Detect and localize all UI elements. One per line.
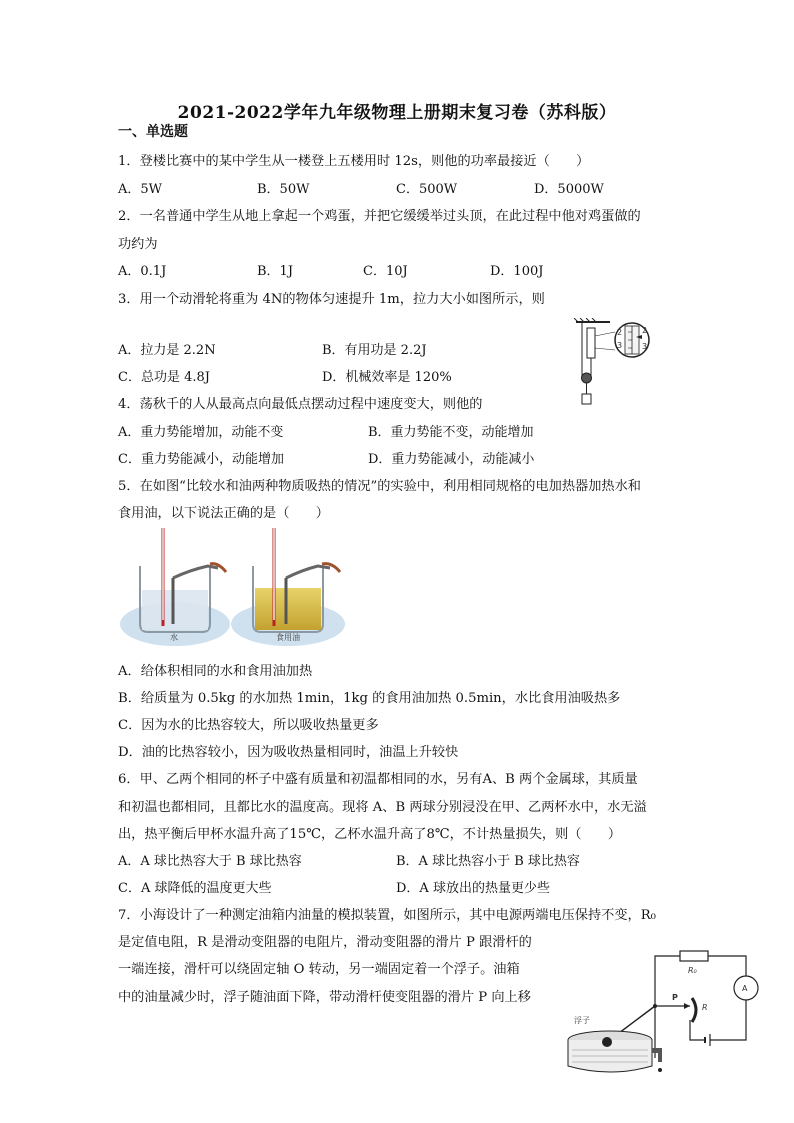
q6-stem-line2: 和初温也都相同，且都比水的温度高。现将 A、B 两球分别浸没在甲、乙两杯水中，水无溢	[118, 800, 647, 815]
q4-option-c: C．重力势能减小，动能增加	[118, 452, 284, 467]
q3-option-a: A．拉力是 2.2N	[118, 343, 216, 358]
water-label: 水	[170, 633, 178, 642]
q5-option-d: D．油的比热容较小，因为吸收热量相同时，油温上升较快	[118, 745, 459, 760]
q4-stem: 4．荡秋千的人从最高点向最低点摆动过程中速度变大，则他的	[118, 397, 483, 412]
q2-option-d: D．100J	[490, 264, 544, 279]
q1-stem: 1．登楼比赛中的某中学生从一楼登上五楼用时 12s，则他的功率最接近（ ）	[118, 154, 590, 169]
scale-mark: 2	[642, 326, 648, 335]
ammeter-label: A	[742, 984, 748, 993]
q7-stem-line3: 一端连接，滑杆可以绕固定轴 O 转动，另一端固定着一个浮子。油箱	[118, 962, 520, 977]
rheostat-label: R	[702, 1003, 708, 1012]
q1-option-c: C．500W	[396, 182, 458, 197]
q7-stem-line4: 中的油量减少时，浮子随油面下降，带动滑杆使变阻器的滑片 P 向上移	[118, 990, 531, 1005]
pulley-figure	[570, 318, 654, 410]
q7-stem-line2: 是定值电阻，R 是滑动变阻器的电阻片，滑动变阻器的滑片 P 跟滑杆的	[118, 935, 532, 950]
q6-stem-line1: 6．甲、乙两个相同的杯子中盛有质量和初温都相同的水，另有A、B 两个金属球，其质量	[118, 772, 638, 787]
scale-mark: 3	[642, 342, 648, 351]
q4-option-d: D．重力势能减小，动能减小	[368, 452, 535, 467]
q1-option-b: B．50W	[257, 182, 310, 197]
q2-option-b: B．1J	[257, 264, 294, 279]
scale-mark: 2	[617, 328, 623, 337]
q3-stem: 3．用一个动滑轮将重为 4N的物体匀速提升 1m，拉力大小如图所示，则	[118, 292, 545, 307]
r0-label: R₀	[688, 966, 697, 975]
q6-stem-line3: 出，热平衡后甲杯水温升高了15℃，乙杯水温升高了8℃，不计热量损失，则（ ）	[118, 827, 622, 842]
q4-option-b: B．重力势能不变，动能增加	[368, 425, 534, 440]
q5-stem-line1: 5．在如图“比较水和油两种物质吸热的情况”的实验中，利用相同规格的电加热器加热水和	[118, 479, 641, 494]
q6-option-a: A．A 球比热容大于 B 球比热容	[118, 854, 302, 869]
q4-option-a: A．重力势能增加，动能不变	[118, 425, 284, 440]
q2-option-a: A．0.1J	[118, 264, 167, 279]
q1-option-a: A．5W	[118, 182, 163, 197]
q3-option-b: B．有用功是 2.2J	[322, 343, 427, 358]
q5-option-a: A．给体积相同的水和食用油加热	[118, 664, 313, 679]
q6-option-b: B．A 球比热容小于 B 球比热容	[396, 854, 580, 869]
q7-stem-line1: 7．小海设计了一种测定油箱内油量的模拟装置，如图所示，其中电源两端电压保持不变，R₀	[118, 908, 656, 923]
q6-option-c: C．A 球降低的温度更大些	[118, 881, 272, 896]
beakers-figure	[118, 528, 348, 650]
float-label: 浮子	[574, 1016, 590, 1025]
q6-option-d: D．A 球放出的热量更少些	[396, 881, 550, 896]
q2-stem-line2: 功约为	[118, 237, 158, 252]
q3-option-d: D．机械效率是 120%	[322, 370, 452, 385]
q1-option-d: D．5000W	[534, 182, 604, 197]
oil-gauge-circuit-figure	[560, 948, 770, 1076]
oil-label: 食用油	[276, 633, 300, 642]
slider-label: P	[672, 993, 678, 1002]
q2-option-c: C．10J	[363, 264, 408, 279]
q5-stem-line2: 食用油，以下说法正确的是（ ）	[118, 506, 329, 521]
page-title: 2021-2022学年九年级物理上册期末复习卷（苏科版）	[177, 103, 617, 123]
scale-mark: 3	[617, 341, 623, 350]
q3-option-c: C．总功是 4.8J	[118, 370, 210, 385]
section-heading: 一、单选题	[118, 124, 188, 140]
q5-option-c: C．因为水的比热容较大，所以吸收热量更多	[118, 718, 379, 733]
q5-option-b: B．给质量为 0.5kg 的水加热 1min，1kg 的食用油加热 0.5min，水比食用油吸热多	[118, 691, 621, 706]
q2-stem-line1: 2．一名普通中学生从地上拿起一个鸡蛋，并把它缓缓举过头顶，在此过程中他对鸡蛋做的	[118, 209, 641, 224]
